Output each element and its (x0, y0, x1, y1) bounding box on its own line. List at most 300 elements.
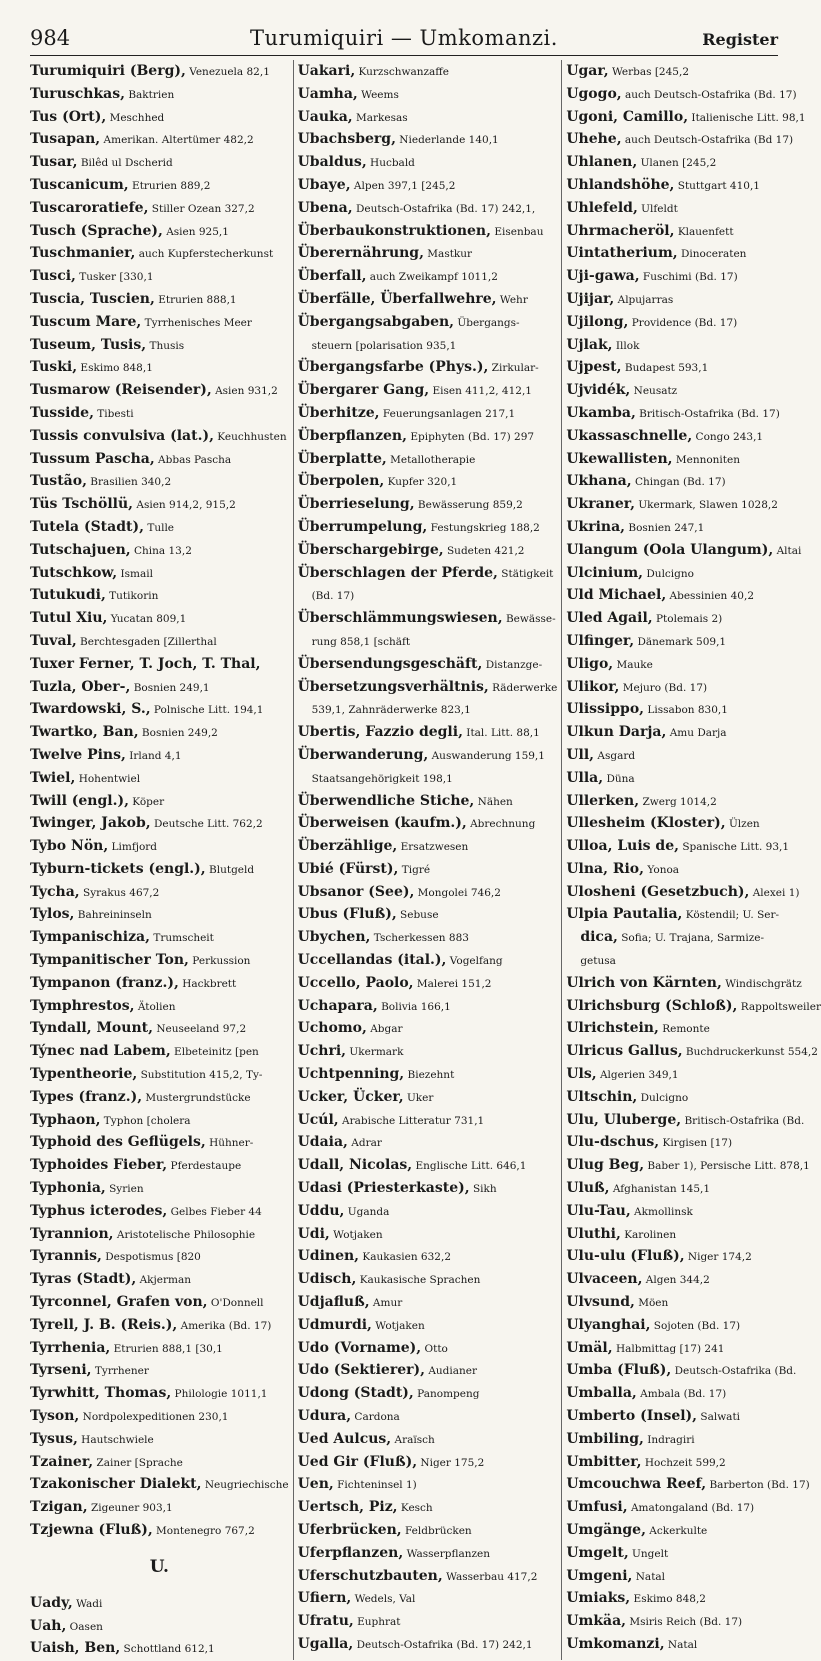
entry-reference: Ambala (Bd. 17) (636, 1388, 727, 1401)
index-entry (30, 1109, 289, 1132)
entry-reference: Dulcigno (637, 1091, 689, 1104)
index-entry (566, 220, 821, 243)
index-entry (566, 288, 821, 311)
index-entry (298, 1268, 558, 1291)
entry-reference: Feuerungsanlagen 217,1 (379, 407, 516, 420)
index-entry (298, 83, 558, 106)
index-entry (566, 812, 821, 835)
entry-headword: Tüs Tschöllü, (30, 496, 134, 513)
entry-reference: Zwerg 1014,2 (639, 795, 717, 808)
entry-headword: Twartko, Ban, (30, 724, 139, 741)
entry-reference: Typhon [cholera (100, 1114, 191, 1127)
index-entry (298, 1177, 558, 1200)
entry-headword: Umgelt, (566, 1544, 629, 1561)
index-entry (298, 1200, 558, 1223)
entry-headword: Tuval, (30, 632, 77, 649)
entry-reference: Ukermark (346, 1046, 404, 1059)
index-entry (30, 174, 289, 197)
entry-reference: auch Zweikampf 1011,2 (366, 271, 498, 284)
index-entry (30, 1637, 289, 1660)
entry-reference: auch Deutsch-Ostafrika (Bd 17) (621, 134, 794, 147)
entry-headword: Uaish, Ben, (30, 1640, 121, 1657)
index-entry (566, 1131, 821, 1154)
index-entry (30, 698, 289, 721)
entry-headword: Uferschutzbauten, (297, 1567, 443, 1584)
entry-headword: Ukewallisten, (566, 450, 673, 467)
index-entry (30, 584, 289, 607)
entry-reference: Deutsch-Ostafrika (Bd. (671, 1365, 797, 1378)
entry-headword: Überschlagen der Pferde, (297, 564, 498, 581)
entry-headword: Twinger, Jakob, (30, 815, 151, 832)
entry-reference: Übergangs- (454, 316, 520, 329)
entry-headword: Turumiquiri (Berg), (30, 63, 186, 79)
entry-reference: Möen (634, 1297, 669, 1310)
entry-headword: Umberto (Insel), (566, 1408, 698, 1425)
index-entry (566, 356, 821, 379)
index-entry (298, 539, 558, 562)
entry-reference: steuern [polarisation 935,1 (311, 339, 457, 352)
index-entry (566, 242, 821, 265)
entry-reference: O'Donnell (207, 1297, 264, 1310)
index-entry (566, 926, 821, 949)
entry-reference: Zirkular- (488, 362, 539, 375)
entry-headword: Ulosheni (Gesetzbuch), (566, 883, 750, 900)
entry-reference: Mongolei 746,2 (414, 886, 501, 899)
index-entry (566, 1473, 821, 1496)
entry-reference: Aristotelische Philosophie (113, 1228, 256, 1241)
entry-reference: Ulanen [245,2 (637, 157, 717, 170)
entry-reference: Niger 174,2 (684, 1251, 752, 1264)
index-entry (298, 744, 558, 767)
index-entry (566, 265, 821, 288)
index-entry (566, 1610, 821, 1633)
entry-reference: Sofia; U. Trajana, Sarmize- (617, 932, 765, 945)
index-entry (30, 790, 289, 813)
index-entry (566, 1519, 821, 1542)
index-entry (298, 493, 558, 516)
index-entry (566, 1040, 821, 1063)
entry-reference: Arabische Litteratur 731,1 (338, 1114, 485, 1127)
entry-headword: Ufratu, (297, 1613, 354, 1630)
entry-headword: Ulu, Uluberge, (566, 1111, 682, 1128)
index-entry (298, 584, 558, 607)
index-entry (566, 1017, 821, 1040)
entry-headword: Tutela (Stadt), (30, 518, 144, 535)
entry-headword: Udaia, (297, 1134, 348, 1151)
index-entry (298, 356, 558, 379)
entry-reference: Tusker [330,1 (75, 271, 154, 284)
entry-reference: Dänemark 509,1 (634, 635, 727, 648)
entry-reference: Karolinen (620, 1228, 677, 1241)
entry-headword: Typhus icterodes, (30, 1202, 168, 1219)
entry-reference: Pferdestaupe (167, 1160, 242, 1173)
entry-headword: Ulvaceen, (566, 1271, 643, 1288)
entry-reference: Kirgisen [17) (659, 1137, 733, 1150)
entry-headword: Umbitter, (566, 1453, 642, 1470)
entry-reference: Etrurien 888,1 (154, 293, 237, 306)
entry-reference: Budapest 593,1 (621, 362, 709, 375)
index-entry (30, 812, 289, 835)
entry-reference: Amur (369, 1297, 403, 1310)
entry-headword: Tuxer Ferner, T. Joch, T. Thal, (30, 655, 261, 672)
entry-headword: Ulissippo, (566, 701, 645, 718)
entry-headword: Tusar, (30, 154, 78, 171)
page-title: Turumiquiri — Umkomanzi. (250, 26, 558, 50)
entry-headword: Ufiern, (297, 1590, 352, 1607)
entry-headword: Ukraner, (566, 496, 635, 513)
index-entry (30, 1268, 289, 1291)
entry-headword: Udo (Vorname), (297, 1339, 422, 1356)
entry-reference: Wadi (72, 1597, 103, 1610)
index-entry (566, 197, 821, 220)
entry-headword: Ull, (566, 746, 595, 763)
index-entry (566, 1587, 821, 1610)
index-entry (30, 903, 289, 926)
index-entry (298, 835, 558, 858)
index-entry (566, 858, 821, 881)
index-entry (30, 630, 289, 653)
index-entry (30, 1177, 289, 1200)
entry-headword: Übergarer Gang, (297, 382, 430, 399)
index-entry (30, 858, 289, 881)
entry-reference: Hackbrett (178, 977, 237, 990)
index-entry (566, 790, 821, 813)
entry-headword: Uji-gawa, (566, 268, 640, 285)
index-entry (298, 220, 558, 243)
entry-reference: Dulcigno (643, 567, 694, 580)
index-entry (566, 493, 821, 516)
index-entry (298, 972, 558, 995)
entry-reference: Natal (632, 1570, 666, 1583)
entry-reference: Neuseeland 97,2 (152, 1023, 247, 1036)
entry-headword: Ulrichstein, (566, 1020, 659, 1037)
index-entry (298, 1451, 558, 1474)
entry-headword: Ugogo, (566, 85, 622, 102)
entry-reference: Feldbrücken (401, 1525, 472, 1537)
index-entry (566, 60, 821, 83)
entry-headword: Tyrannion, (30, 1225, 114, 1242)
index-entry (30, 448, 289, 471)
entry-headword: Übersendungsgeschäft, (297, 655, 483, 672)
entry-headword: Ulpia Pautalia, (566, 906, 683, 923)
entry-reference: Festungskrieg 188,2 (427, 521, 540, 534)
entry-reference: Distanzge- (482, 658, 543, 671)
index-entry (30, 106, 289, 129)
entry-headword: Uluß, (566, 1180, 610, 1197)
entry-headword: Uhrmacheröl, (566, 222, 675, 239)
entry-headword: Uhlanen, (566, 154, 638, 171)
index-entry (30, 1405, 289, 1428)
entry-reference: Algen 344,2 (642, 1274, 710, 1287)
entry-headword: Tuschmanier, (30, 245, 136, 262)
entry-headword: Tuski, (30, 359, 78, 376)
entry-headword: Tusci, (30, 268, 76, 285)
entry-reference: Abbas Pascha (154, 453, 232, 466)
entry-headword: Ulna, Rio, (566, 860, 645, 877)
entry-reference: Ptolemais 2) (652, 613, 723, 626)
entry-headword: Ulyanghai, (566, 1316, 651, 1333)
entry-reference: Wotjaken (371, 1319, 425, 1332)
index-entry (566, 1291, 821, 1314)
entry-headword: Ullerken, (566, 792, 640, 809)
index-columns (30, 60, 821, 1660)
index-entry (298, 106, 558, 129)
index-entry (298, 1382, 558, 1405)
entry-reference: Stätigkeit (497, 567, 554, 580)
entry-headword: Überfälle, Überfallwehre, (297, 290, 497, 307)
index-entry (30, 356, 289, 379)
entry-headword: Tyrwhitt, Thomas, (30, 1385, 172, 1402)
entry-reference: 539,1, Zahnräderwerke 823,1 (311, 704, 471, 717)
index-entry (30, 744, 289, 767)
entry-headword: Tyrconnel, Grafen von, (30, 1294, 208, 1311)
entry-headword: Typhonia, (30, 1180, 106, 1197)
page-header (30, 20, 778, 60)
entry-reference: Neusatz (630, 385, 678, 398)
entry-reference: Tyrrhenisches Meer (141, 316, 252, 329)
entry-headword: Ulrichsburg (Schloß), (566, 997, 738, 1014)
index-entry (30, 1291, 289, 1314)
entry-reference: Bewässerung 859,2 (414, 499, 523, 512)
entry-reference: Ätolien (134, 1000, 176, 1013)
entry-reference: Remonte (658, 1023, 710, 1036)
entry-reference: Abgar (366, 1023, 403, 1036)
entry-headword: Ubertis, Fazzio degli, (297, 724, 463, 741)
entry-reference: Mustergrundstücke (142, 1091, 251, 1104)
entry-headword: Ukhana, (566, 473, 632, 490)
entry-headword: Ullesheim (Kloster), (566, 815, 726, 832)
index-entry (566, 881, 821, 904)
entry-headword: Ucúl, (297, 1111, 339, 1128)
entry-reference: Abessinien 40,2 (666, 590, 755, 603)
entry-headword: Uchtpenning, (297, 1066, 405, 1083)
entry-headword: Ukassaschnelle, (566, 427, 693, 444)
index-entry (566, 1382, 821, 1405)
index-entry (298, 1542, 558, 1565)
entry-reference: Amerikan. Altertümer 482,2 (100, 134, 254, 147)
index-entry (566, 425, 821, 448)
index-entry (30, 1382, 289, 1405)
entry-headword: Uferbrücken, (297, 1522, 402, 1538)
entry-reference: Bosnien 249,1 (130, 681, 210, 694)
entry-headword: Tzakonischer Dialekt, (30, 1476, 202, 1493)
entry-reference: Halbmittag [17) 241 (612, 1342, 725, 1355)
index-entry (566, 744, 821, 767)
index-entry (298, 767, 558, 790)
entry-headword: Ugar, (566, 63, 609, 79)
entry-reference: Afghanistan 145,1 (609, 1183, 711, 1196)
entry-headword: Ugoni, Camillo, (566, 108, 689, 125)
index-entry (298, 1428, 558, 1451)
entry-headword: Uah, (30, 1617, 67, 1634)
index-entry (298, 1063, 558, 1086)
entry-reference: Thusis (146, 339, 185, 352)
index-entry (30, 1131, 289, 1154)
entry-headword: Ujilong, (566, 313, 629, 330)
entry-headword: Tyrrhenia, (30, 1339, 111, 1356)
entry-reference: Räderwerke (488, 681, 558, 694)
index-entry (298, 1405, 558, 1428)
entry-reference: Ackerkulte (645, 1525, 708, 1537)
entry-headword: Überrieselung, (297, 496, 415, 513)
index-entry (298, 881, 558, 904)
entry-headword: Tylos, (30, 906, 75, 923)
entry-reference: Lissabon 830,1 (644, 704, 728, 717)
index-entry (566, 1359, 821, 1382)
entry-reference: Kurzschwanzaffe (355, 66, 449, 78)
entry-headword: Uccello, Paolo, (297, 974, 414, 991)
index-entry (30, 562, 289, 585)
entry-headword: Udasi (Priesterkaste), (297, 1180, 470, 1197)
entry-headword: Tusmarow (Reisender), (30, 382, 212, 399)
entry-reference: Illok (612, 339, 640, 352)
entry-reference: Despotismus [820 (101, 1251, 201, 1264)
entry-reference: Venezuela 82,1 (185, 66, 270, 78)
index-entry (298, 1109, 558, 1132)
index-entry (566, 767, 821, 790)
entry-headword: Turuschkas, (30, 85, 125, 102)
entry-reference: Alpen 397,1 [245,2 (350, 179, 456, 192)
index-entry (298, 790, 558, 813)
entry-reference: auch Deutsch-Ostafrika (Bd. 17) (621, 88, 797, 101)
entry-reference: Epiphyten (Bd. 17) 297 (407, 430, 535, 443)
entry-headword: Umäl, (566, 1339, 613, 1356)
index-entry (30, 516, 289, 539)
index-entry (298, 1587, 558, 1610)
entry-reference: Araïsch (391, 1433, 435, 1446)
index-column-3 (561, 60, 821, 1660)
index-entry (566, 334, 821, 357)
index-entry (566, 1428, 821, 1451)
index-entry (30, 1519, 289, 1542)
entry-headword: Umkomanzi, (566, 1635, 665, 1652)
entry-reference: Substitution 415,2, Ty- (137, 1069, 263, 1082)
entry-headword: Ubaldus, (297, 154, 367, 171)
index-entry (30, 265, 289, 288)
entry-headword: Tuseum, Tusis, (30, 336, 147, 353)
entry-reference: Chingan (Bd. 17) (631, 476, 726, 489)
entry-reference: Providence (Bd. 17) (628, 316, 738, 329)
index-entry (30, 151, 289, 174)
index-entry (566, 402, 821, 425)
entry-headword: Tutul Xiu, (30, 610, 108, 627)
entry-headword: Týnec nad Labem, (30, 1043, 171, 1060)
entry-headword: Uls, (566, 1066, 597, 1083)
index-entry (298, 1314, 558, 1337)
entry-headword: Tuscia, Tuscien, (30, 290, 155, 307)
index-entry (566, 1086, 821, 1109)
index-entry (30, 425, 289, 448)
entry-reference: Ersatzwesen (397, 841, 469, 854)
entry-headword: Überhitze, (297, 404, 380, 421)
entry-headword: Uhehe, (566, 131, 622, 148)
entry-headword: Ulangum (Oola Ulangum), (566, 541, 774, 558)
entry-headword: Tussum Pascha, (30, 450, 155, 467)
entry-headword: Ukamba, (566, 404, 636, 421)
entry-headword: Ulkun Darja, (566, 724, 667, 741)
entry-reference: Akjerman (136, 1274, 192, 1287)
entry-reference: auch Kupferstecherkunst (135, 248, 274, 261)
entry-headword: Überweisen (kaufm.), (297, 815, 467, 832)
entry-reference: rung 858,1 [schäft (311, 635, 411, 648)
entry-headword: Tysus, (30, 1430, 78, 1447)
entry-headword: Twardowski, S., (30, 701, 151, 718)
entry-reference: Britisch-Ostafrika (Bd. 17) (635, 407, 780, 420)
entry-reference: Britisch-Ostafrika (Bd. (681, 1114, 805, 1127)
entry-reference: Dinoceraten (677, 248, 747, 261)
entry-reference: Schottland 612,1 (120, 1643, 215, 1656)
entry-reference: Hochzeit 599,2 (641, 1456, 726, 1469)
index-entry (298, 630, 558, 653)
entry-headword: Uauka, (297, 108, 353, 125)
entry-headword: Tusapan, (30, 131, 101, 148)
index-entry (566, 1542, 821, 1565)
index-entry (30, 128, 289, 151)
index-entry (30, 1592, 289, 1615)
entry-reference: Windischgrätz (721, 977, 802, 990)
index-entry (566, 516, 821, 539)
entry-reference: Zainer [Sprache (93, 1456, 183, 1469)
entry-headword: Überpolen, (297, 473, 385, 490)
entry-reference: Rappoltsweiler (737, 1000, 821, 1013)
index-entry (30, 1017, 289, 1040)
index-entry (30, 1086, 289, 1109)
index-entry (566, 151, 821, 174)
entry-reference: Werbas [245,2 (608, 66, 689, 78)
entry-headword: Tutschajuen, (30, 541, 131, 558)
entry-headword: Uchri, (297, 1043, 347, 1060)
entry-headword: Ulcinium, (566, 564, 644, 581)
index-entry (298, 562, 558, 585)
entry-reference: Metallotherapie (386, 453, 476, 466)
index-entry (566, 1314, 821, 1337)
entry-reference: China 13,2 (130, 544, 192, 557)
index-entry (298, 903, 558, 926)
entry-reference: Yonoa (644, 863, 680, 876)
entry-headword: Ulu-Tau, (566, 1202, 631, 1219)
entry-reference: Eskimo 848,1 (77, 362, 153, 375)
entry-headword: Uld Michael, (566, 587, 667, 604)
entry-reference: Trumscheit (149, 932, 214, 945)
index-entry (30, 1451, 289, 1474)
entry-reference: Etrurien 889,2 (128, 179, 211, 192)
entry-headword: Überbaukonstruktionen, (297, 222, 491, 239)
entry-headword: Übergangsfarbe (Phys.), (297, 359, 489, 376)
index-entry (298, 1291, 558, 1314)
entry-headword: Tusch (Sprache), (30, 222, 163, 239)
entry-reference: Tibesti (93, 407, 134, 420)
entry-headword: Ugalla, (297, 1635, 354, 1652)
index-entry (298, 334, 558, 357)
entry-reference: Markesas (352, 111, 408, 124)
entry-headword: Umbiling, (566, 1430, 644, 1447)
entry-reference: Mejuro (Bd. 17) (619, 681, 708, 694)
entry-headword: Umkäa, (566, 1613, 627, 1630)
index-entry (566, 1451, 821, 1474)
entry-reference: Ismail (117, 567, 153, 580)
entry-reference: Congo 243,1 (692, 430, 764, 443)
index-entry (566, 83, 821, 106)
section-heading: U. (149, 1556, 169, 1577)
entry-headword: Überplatte, (297, 450, 387, 467)
index-entry (566, 721, 821, 744)
entry-headword: Udong (Stadt), (297, 1385, 414, 1402)
entry-headword: Tyson, (30, 1408, 80, 1425)
entry-reference: Indragiri (643, 1433, 695, 1446)
index-entry (298, 1017, 558, 1040)
entry-headword: Überwanderung, (297, 746, 429, 763)
index-entry (298, 1337, 558, 1360)
